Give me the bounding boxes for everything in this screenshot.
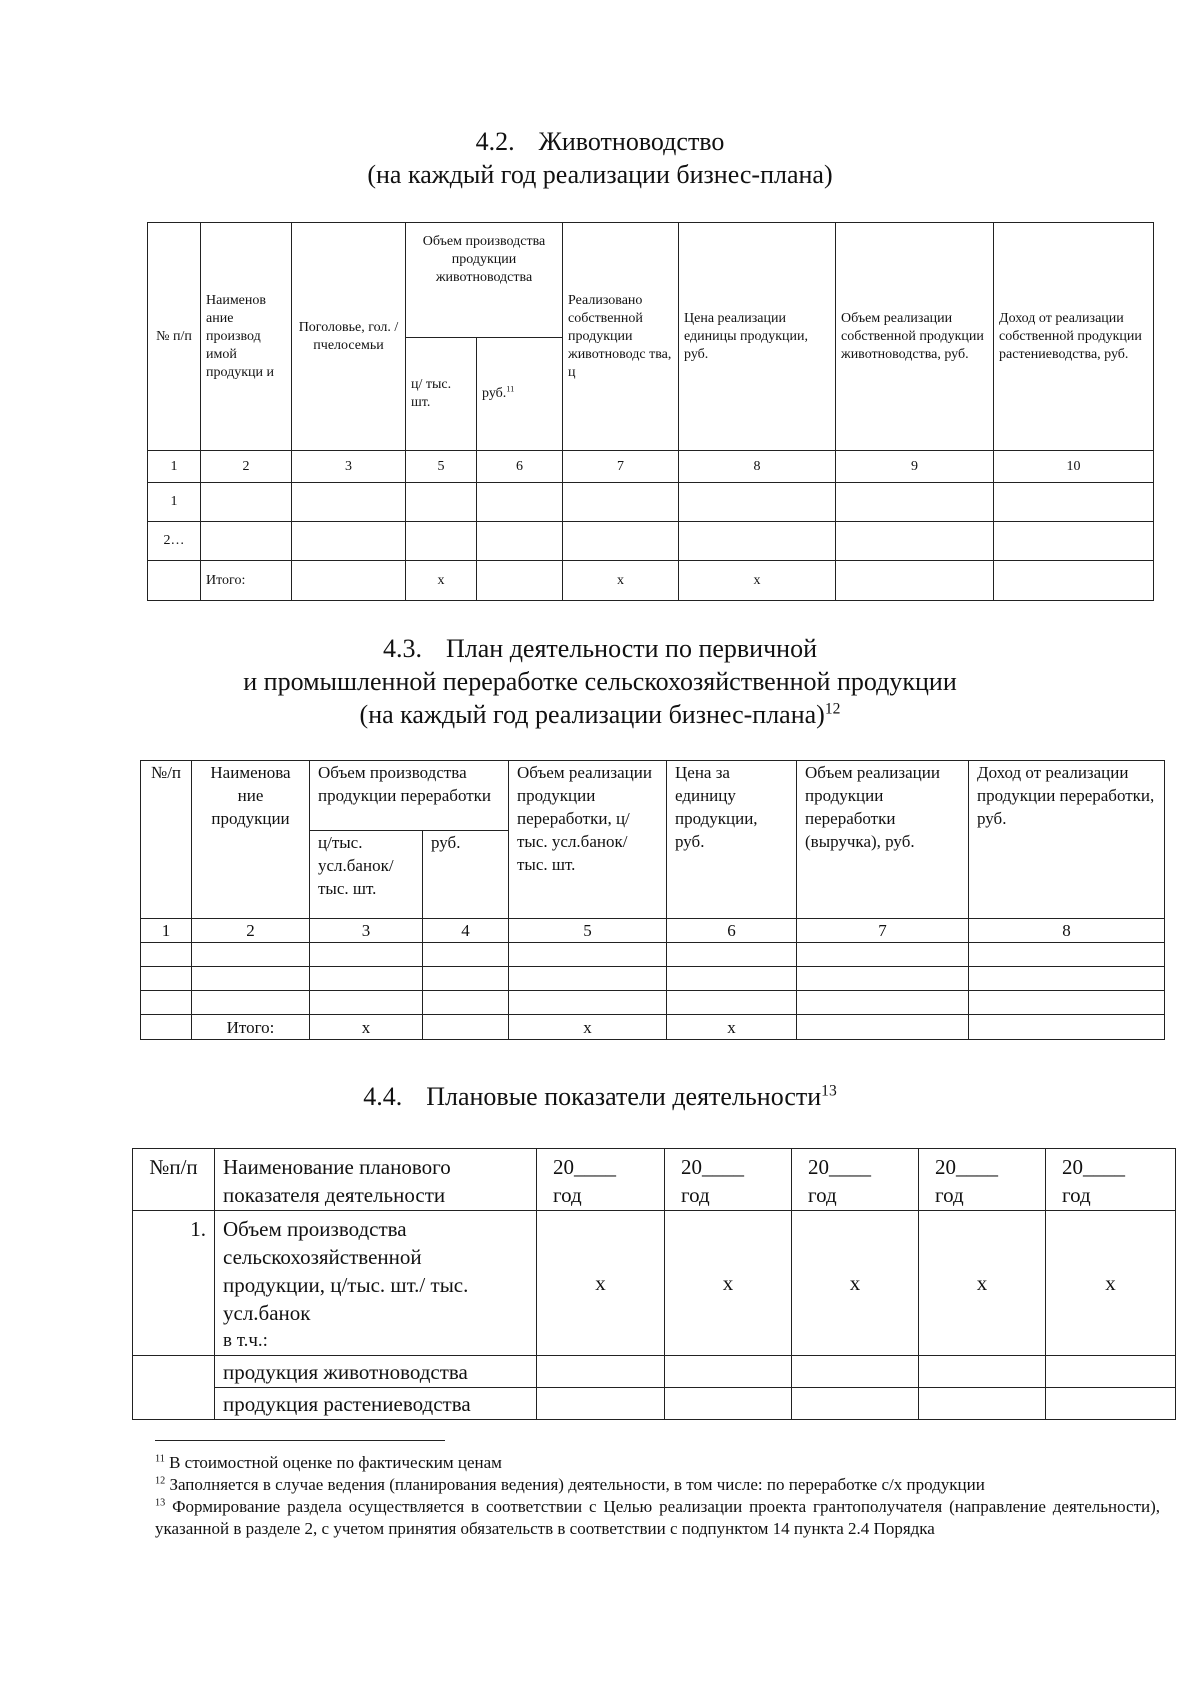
header-sales-volume: Объем реализации продукции переработки, ц/тыс. усл.банок/тыс. шт.: [509, 761, 667, 919]
row-mark: x: [665, 1211, 792, 1356]
header-sold: Реализовано собственной продукции животноводс тва, ц: [563, 223, 679, 451]
header-price: Цена за единицу продукции, руб.: [667, 761, 797, 919]
section-heading: План деятельности по первичной: [445, 634, 817, 663]
colnum: 9: [836, 451, 994, 483]
header-year: 20____ год: [792, 1149, 919, 1211]
header-num: №п/п: [133, 1149, 215, 1211]
header-rub: руб.: [423, 831, 509, 919]
row-num: 1: [148, 483, 201, 522]
total-x: x: [679, 561, 836, 601]
livestock-table: [147, 222, 1154, 601]
colnum: 6: [667, 919, 797, 943]
section-heading: Плановые показатели деятельности: [426, 1082, 822, 1111]
header-rub: руб.$^{11}$: [477, 338, 563, 451]
header-income: Доход от реализации продукции переработки, руб.: [969, 761, 1165, 919]
colnum: 1: [148, 451, 201, 483]
colnum: 6: [477, 451, 563, 483]
colnum: 1: [141, 919, 192, 943]
colnum: 8: [679, 451, 836, 483]
row-num: 2…: [148, 522, 201, 561]
section-number: 4.2.: [475, 127, 515, 156]
colnum: 2: [201, 451, 292, 483]
section-4-3-title-line2: и промышленной переработке сельскохозяйственной продукции: [243, 667, 957, 696]
total-label: Итого:: [192, 1015, 310, 1040]
colnum: 7: [797, 919, 969, 943]
table-row: [141, 991, 1165, 1015]
total-x: x: [563, 561, 679, 601]
total-label: Итого:: [201, 561, 292, 601]
section-4-4-title: 4.4. Плановые показатели деятельности$^{13}$: [363, 1082, 837, 1111]
table-row: [141, 967, 1165, 991]
header-unit: ц/тыс. усл.банок/ тыс. шт.: [310, 831, 423, 919]
header-year: 20____ год: [665, 1149, 792, 1211]
planned-indicators-table: [132, 1148, 1176, 1420]
colnum: 5: [406, 451, 477, 483]
table-row: [133, 1388, 1176, 1420]
footnote-13: $^{13}$ Формирование раздела осуществляется в соответствии с Целью реализации проекта грантополучателя (направление деятельности), указанной в разделе 2, с учетом принятия обязательств в соответствии с подпунктом 14 пункта 2.4 Порядка: [155, 1497, 1161, 1538]
table-row: [148, 522, 1154, 561]
header-year: 20____ год: [537, 1149, 665, 1211]
processing-table: [140, 760, 1165, 1040]
colnum: 10: [994, 451, 1154, 483]
section-4-2-title: [0, 125, 1200, 158]
table-row: [148, 483, 1154, 522]
header-income: Доход от реализации собственной продукции растениеводства, руб.: [994, 223, 1154, 451]
header-unit: ц/ тыс. шт.: [406, 338, 477, 451]
row-num: 1.: [133, 1211, 215, 1356]
header-revenue: Объем реализации продукции переработки (выручка), руб.: [797, 761, 969, 919]
header-herd: Поголовье, гол. /пчелосемьи: [292, 223, 406, 451]
table-row: [133, 1211, 1176, 1356]
total-x: x: [310, 1015, 423, 1040]
header-num: № п/п: [148, 223, 201, 451]
colnum: 4: [423, 919, 509, 943]
header-indicator-name: Наименование планового показателя деятельности: [215, 1149, 537, 1211]
row-mark: x: [919, 1211, 1046, 1356]
row-mark: x: [792, 1211, 919, 1356]
row-label: продукция растениеводства: [215, 1388, 537, 1420]
header-production-volume: Объем производства продукции животноводства: [406, 223, 563, 338]
header-num: №/п: [141, 761, 192, 919]
colnum: 7: [563, 451, 679, 483]
header-sales-volume: Объем реализации собственной продукции животноводства, руб.: [836, 223, 994, 451]
total-x: x: [406, 561, 477, 601]
total-x: x: [667, 1015, 797, 1040]
total-row: [148, 561, 1154, 601]
header-product-name: Наименова ние продукции: [192, 761, 310, 919]
table-row: [133, 1356, 1176, 1388]
section-number: 4.4.: [363, 1082, 403, 1111]
row-mark: x: [537, 1211, 665, 1356]
colnum: 5: [509, 919, 667, 943]
section-4-3-title: [0, 632, 1200, 665]
header-price: Цена реализации единицы продукции, руб.: [679, 223, 836, 451]
header-product-name: Наименов ание производ имой продукци и: [201, 223, 292, 451]
colnum: 3: [310, 919, 423, 943]
header-production-volume: Объем производства продукции переработки: [310, 761, 509, 831]
row-label: Объем производства сельскохозяйственной продукции, ц/тыс. шт./ тыс. усл.банок в т.ч.:: [215, 1211, 537, 1356]
row-mark: x: [1046, 1211, 1176, 1356]
section-number: 4.3.: [382, 634, 422, 663]
footnote-11: $^{11}$ В стоимостной оценке по фактическим ценам: [155, 1453, 502, 1472]
colnum: 3: [292, 451, 406, 483]
footnote-divider: [155, 1440, 445, 1441]
total-row: [141, 1015, 1165, 1040]
colnum: 2: [192, 919, 310, 943]
section-heading: Животноводство: [538, 127, 725, 156]
colnum: 8: [969, 919, 1165, 943]
section-4-2-subtitle: (на каждый год реализации бизнес-плана): [367, 160, 833, 189]
row-label: продукция животноводства: [215, 1356, 537, 1388]
header-year: 20____ год: [1046, 1149, 1176, 1211]
footnote-12: $^{12}$ Заполняется в случае ведения (планирования ведения) деятельности, в том числе: по переработке с/х продукции: [155, 1475, 985, 1494]
total-x: x: [509, 1015, 667, 1040]
header-year: 20____ год: [919, 1149, 1046, 1211]
table-row: [141, 943, 1165, 967]
section-4-3-subtitle: (на каждый год реализации бизнес-плана)$^{12}$: [359, 700, 841, 729]
